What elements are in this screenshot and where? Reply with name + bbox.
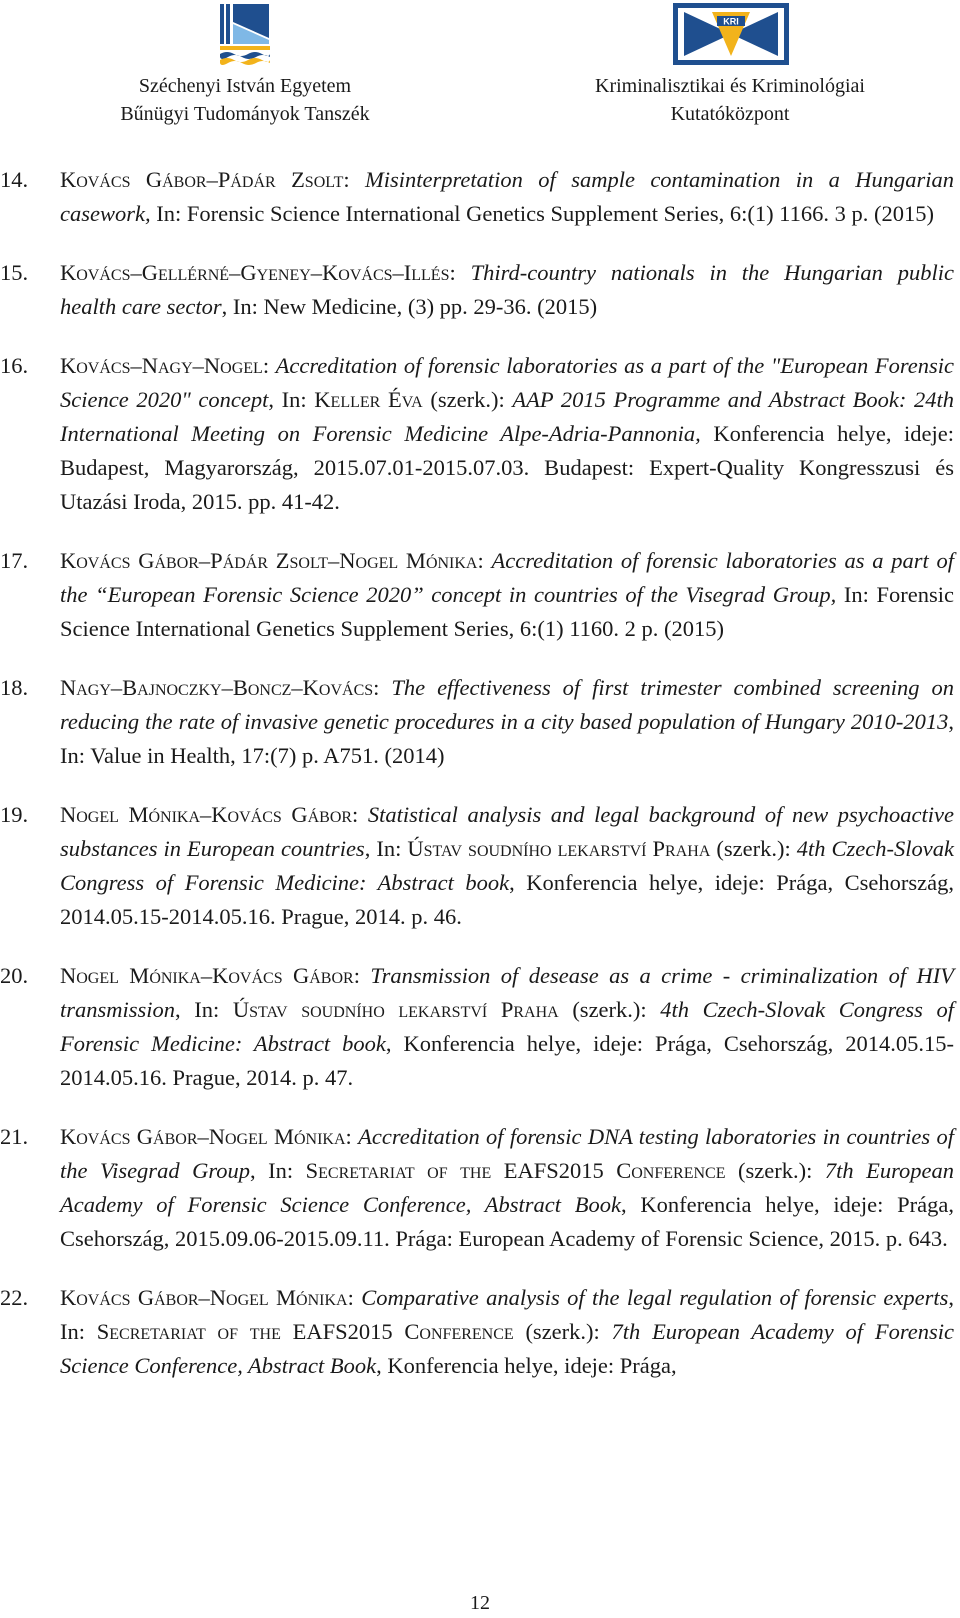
reference-book-title: 4th Czech-Slovak Congress of Forensic Medicine: Abstract book — [60, 997, 954, 1056]
reference-connector: (szerk.): — [710, 836, 797, 861]
university-logo — [217, 2, 273, 66]
reference-title: Accreditation of forensic laboratories as a part of the "European Forensic Science 2020" concept — [60, 353, 954, 412]
reference-number: 20. — [0, 963, 29, 988]
reference-title: Accreditation of forensic laboratories as a part of the “European Forensic Science 2020” concept in countries of the Visegrad Group, — [60, 548, 954, 607]
right-institution-line-1: Kriminalisztikai és Kriminológiai — [595, 75, 865, 97]
page-header — [0, 0, 960, 150]
reference-authors: Nogel Mónika–Kovács Gábor — [60, 802, 353, 827]
reference-connector: , In: — [175, 997, 233, 1022]
reference-book-title: 7th European Academy of Forensic Science Conference, Abstract Book — [60, 1158, 955, 1217]
reference-source: , In: Value in Health, 17:(7) p. A751. (2014) — [60, 709, 954, 768]
reference-source: In: Forensic Science International Genetics Supplement Series, 6:(1) 1166. 3 p. (2015) — [150, 201, 934, 226]
reference-connector: (szerk.): — [558, 997, 661, 1022]
reference-number: 17. — [0, 548, 29, 573]
reference-source: , Konferencia helye, ideje: Prága, — [376, 1353, 677, 1378]
reference-connector: (szerk.): — [422, 387, 513, 412]
reference-item: 18. Nagy–Bajnoczky–Boncz–Kovács: The effectiveness of first trimester combined screening on reducing the rate of invasive genetic procedures in a city based population of Hungary 2010-2013, In: Value in Health, 17:(7) p. A751. (2014) — [0, 671, 954, 773]
reference-source: Konferencia helye, ideje: Budapest, Magyarország, 2015.07.01-2015.07.03. Budapest: Expert-Quality Kongresszusi és Utazási Iroda, 2015. pp. 41-42. — [60, 421, 954, 514]
reference-number: 21. — [0, 1124, 29, 1149]
reference-authors: Kovács Gábor–Pádár Zsolt–Nogel Mónika — [60, 548, 478, 573]
reference-authors: Kovács Gábor–Pádár Zsolt — [60, 167, 344, 192]
reference-number: 18. — [0, 675, 29, 700]
reference-title: Transmission of desease as a crime - criminalization of HIV transmission — [60, 963, 954, 1022]
reference-item: 17. Kovács Gábor–Pádár Zsolt–Nogel Mónika: Accreditation of forensic laboratories as a part of the “European Forensic Science 2020” concept in countries of the Visegrad Group, In: Forensic Science International Genetics Supplement Series, 6:(1) 1160. 2 p. (2015) — [0, 544, 954, 646]
reference-item: 20. Nogel Mónika–Kovács Gábor: Transmission of desease as a crime - criminalization of HIV transmission, In: Ústav soudního lekarství Praha (szerk.): 4th Czech-Slovak Congress of Forensic Medicine: Abstract book, Konferencia helye, ideje: Prága, Csehország, 2014.05.15-2014.05.16. Prague, 2014. p. 47. — [0, 959, 954, 1095]
reference-number: 16. — [0, 353, 29, 378]
reference-item: 22. Kovács Gábor–Nogel Mónika: Comparative analysis of the legal regulation of forensic experts, In: Secretariat of the EAFS2015 Conference (szerk.): 7th European Academy of Forensic Science Conference, Abstract Book, Konferencia helye, ideje: Prága, — [0, 1281, 954, 1383]
reference-editor: Ústav soudního lekarství Praha — [407, 836, 711, 861]
right-institution-line-2: Kutatóközpont — [670, 103, 790, 125]
reference-book-title: 7th European Academy of Forensic Science Conference, Abstract Book — [60, 1319, 954, 1378]
reference-source: In: Forensic Science International Genetics Supplement Series, 6:(1) 1160. 2 p. (2015) — [60, 582, 954, 641]
reference-title: Third-country nationals in the Hungarian public health care sector — [60, 260, 954, 319]
reference-connector: (szerk.): — [513, 1319, 612, 1344]
reference-authors: Kovács Gábor–Nogel Mónika — [60, 1285, 348, 1310]
reference-item: 14. Kovács Gábor–Pádár Zsolt: Misinterpretation of sample contamination in a Hungarian casework, In: Forensic Science International Genetics Supplement Series, 6:(1) 1166. 3 p. (2015) — [0, 163, 954, 231]
reference-connector: , In: — [60, 1285, 954, 1344]
reference-title: Statistical analysis and legal background of new psychoactive substances in European countries — [60, 802, 954, 861]
kri-logo-text: KRI — [723, 16, 739, 27]
left-institution-line-2: Bűnügyi Tudományok Tanszék — [120, 103, 370, 125]
reference-source: , Konferencia helye, ideje: Prága, Csehország, 2014.05.15-2014.05.16. Prague, 2014. p. 46. — [60, 870, 954, 929]
reference-book-title: AAP 2015 Programme and Abstract Book: 24th International Meeting on Forensic Medicine Alpe-Adria-Pannonia, — [60, 387, 955, 446]
reference-authors: Kovács–Gellérné–Gyeney–Kovács–Illés — [60, 260, 450, 285]
reference-editor: Keller Éva — [314, 387, 423, 412]
reference-authors: Kovács–Nagy–Nogel — [60, 353, 263, 378]
reference-number: 22. — [0, 1285, 29, 1310]
reference-title: Misinterpretation of sample contamination in a Hungarian casework, — [60, 167, 954, 226]
reference-item: 15. Kovács–Gellérné–Gyeney–Kovács–Illés: Third-country nationals in the Hungarian public health care sector, In: New Medicine, (3) pp. 29-36. (2015) — [0, 256, 954, 324]
reference-authors: Nogel Mónika–Kovács Gábor — [60, 963, 354, 988]
reference-source: , Konferencia helye, ideje: Prága, Csehország, 2014.05.15-2014.05.16. Prague, 2014. p. 47. — [60, 1031, 954, 1090]
reference-title: The effectiveness of first trimester combined screening on reducing the rate of invasive genetic procedures in a city based population of Hungary 2010-2013 — [60, 675, 954, 734]
reference-editor: Ústav soudního lekarství Praha — [232, 997, 559, 1022]
reference-title: Comparative analysis of the legal regulation of forensic experts — [361, 1285, 949, 1310]
reference-number: 15. — [0, 260, 29, 285]
right-institution — [560, 72, 900, 128]
reference-list — [0, 163, 960, 1408]
reference-authors: Nagy–Bajnoczky–Boncz–Kovács — [60, 675, 374, 700]
reference-item: 21. Kovács Gábor–Nogel Mónika: Accreditation of forensic DNA testing laboratories in countries of the Visegrad Group, In: Secretariat of the EAFS2015 Conference (szerk.): 7th European Academy of Forensic Science Conference, Abstract Book, Konferencia helye, ideje: Prága, Csehország, 2015.09.06-2015.09.11. Prága: European Academy of Forensic Science, 2015. p. 643. — [0, 1120, 954, 1256]
reference-connector: (szerk.): — [725, 1158, 825, 1183]
reference-editor: Secretariat of the EAFS2015 Conference — [305, 1158, 726, 1183]
reference-source: , In: New Medicine, (3) pp. 29-36. (2015) — [221, 294, 598, 319]
reference-connector: , In: — [364, 836, 408, 861]
page-number: 12 — [470, 1592, 490, 1614]
left-institution-line-1: Széchenyi István Egyetem — [138, 75, 352, 97]
reference-item: 19. Nogel Mónika–Kovács Gábor: Statistical analysis and legal background of new psychoactive substances in European countries, In: Ústav soudního lekarství Praha (szerk.): 4th Czech-Slovak Congress of Forensic Medicine: Abstract book, Konferencia helye, ideje: Prága, Csehország, 2014.05.15-2014.05.16. Prague, 2014. p. 46. — [0, 798, 954, 934]
reference-connector: , In: — [250, 1158, 306, 1183]
reference-book-title: 4th Czech-Slovak Congress of Forensic Medicine: Abstract book — [60, 836, 954, 895]
kri-logo — [672, 2, 790, 66]
left-institution — [95, 72, 395, 128]
reference-number: 19. — [0, 802, 29, 827]
reference-connector: , In: — [268, 387, 315, 412]
reference-title: Accreditation of forensic DNA testing laboratories in countries of the Visegrad Group — [60, 1124, 954, 1183]
reference-item: 16. Kovács–Nagy–Nogel: Accreditation of forensic laboratories as a part of the "European Forensic Science 2020" concept, In: Keller Éva (szerk.): AAP 2015 Programme and Abstract Book: 24th International Meeting on Forensic Medicine Alpe-Adria-Pannonia, Konferencia helye, ideje: Budapest, Magyarország, 2015.07.01-2015.07.03. Budapest: Expert-Quality Kongresszusi és Utazási Iroda, 2015. pp. 41-42. — [0, 349, 954, 519]
reference-editor: Secretariat of the EAFS2015 Conference — [96, 1319, 514, 1344]
reference-number: 14. — [0, 167, 29, 192]
reference-authors: Kovács Gábor–Nogel Mónika — [60, 1124, 346, 1149]
reference-source: , Konferencia helye, ideje: Prága, Csehország, 2015.09.06-2015.09.11. Prága: European Academy of Forensic Science, 2015. p. 643. — [60, 1192, 954, 1251]
